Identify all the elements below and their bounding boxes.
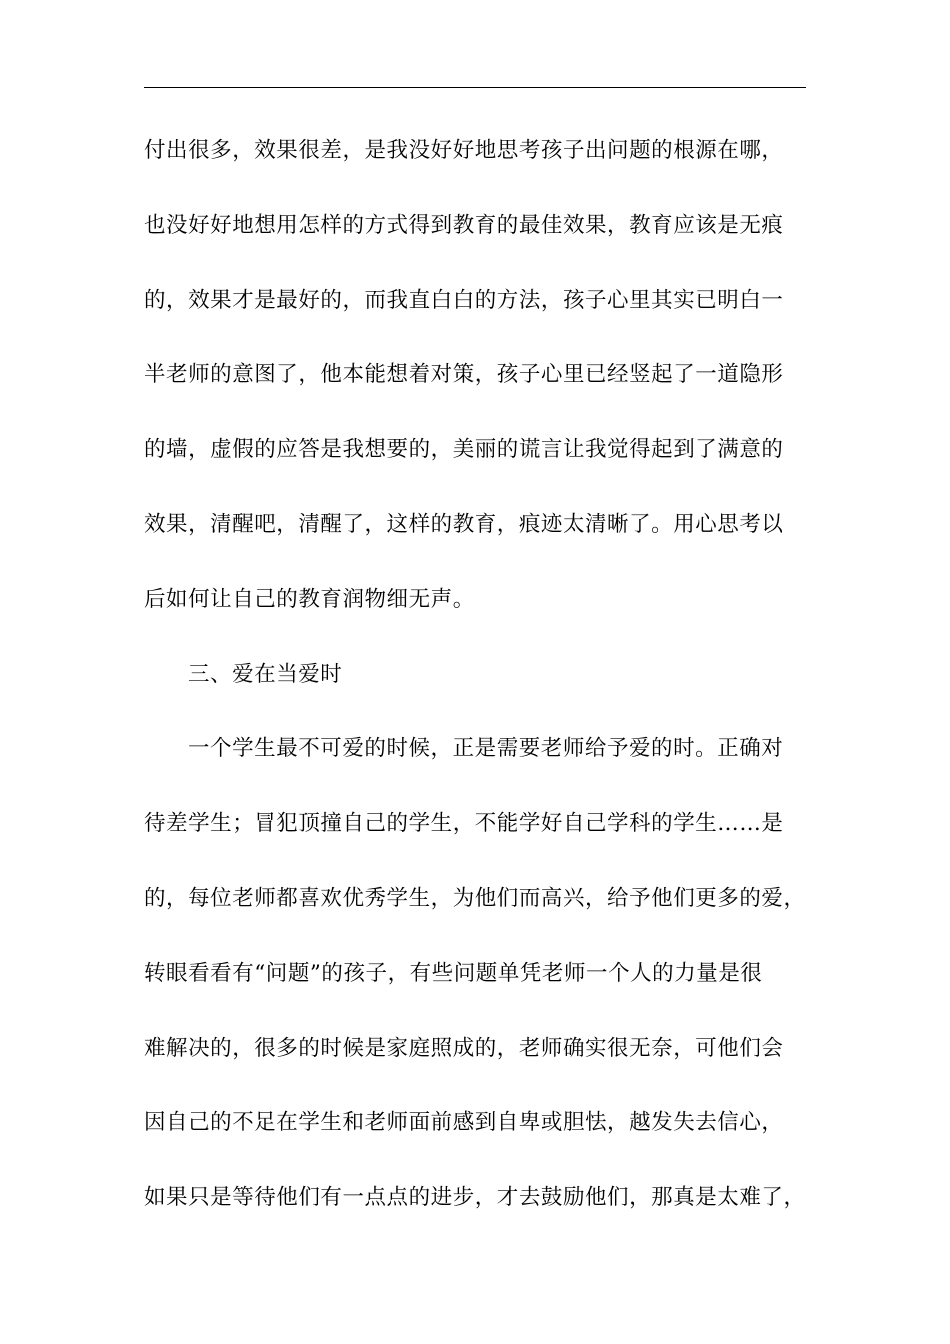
text-line: 的，效果才是最好的，而我直白白的方法，孩子心里其实已明白一	[144, 287, 784, 313]
header-rule	[144, 87, 806, 88]
text-line: 后如何让自己的教育润物细无声。	[144, 586, 475, 612]
text-line: 付出很多，效果很差，是我没好好地思考孩子出问题的根源在哪，	[144, 138, 784, 163]
text-line: 难解决的，很多的时候是家庭照成的，老师确实很无奈，可他们会	[144, 1035, 784, 1061]
text-line: 也没好好地想用怎样的方式得到教育的最佳效果，教育应该是无痕	[144, 212, 784, 238]
text-line: 的墙，虚假的应答是我想要的，美丽的谎言让我觉得起到了满意的	[144, 437, 784, 463]
text-line: 一个学生最不可爱的时候，正是需要老师给予爱的时。正确对	[188, 736, 784, 762]
text-line: 效果，清醒吧，清醒了，这样的教育，痕迹太清晰了。用心思考以	[144, 511, 784, 537]
text-line: 半老师的意图了，他本能想着对策，孩子心里已经竖起了一道隐形	[144, 362, 784, 388]
text-line: 待差学生；冒犯顶撞自己的学生，不能学好自己学科的学生……是	[144, 811, 784, 837]
text-line: 因自己的不足在学生和老师面前感到自卑或胆怯，越发失去信心，	[144, 1110, 784, 1136]
body-text	[144, 129, 844, 1251]
text-line: 的，每位老师都喜欢优秀学生，为他们而高兴，给予他们更多的爱，	[144, 885, 806, 911]
text-line: 如果只是等待他们有一点点的进步，才去鼓励他们，那真是太难了，	[144, 1185, 806, 1211]
text-line: 转眼看看有“问题”的孩子，有些问题单凭老师一个人的力量是很	[144, 960, 763, 986]
text-line: 三、爱在当爱时	[188, 661, 343, 687]
